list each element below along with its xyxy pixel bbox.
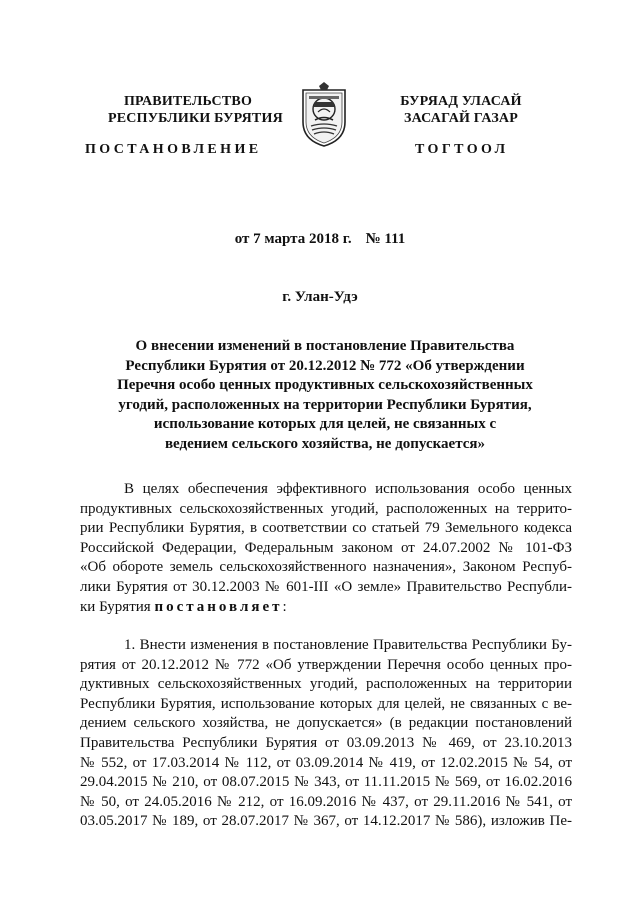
paragraph-line: «Об обороте земель сельскохозяйственного назначения», Законом Респуб- (80, 559, 572, 576)
preamble-paragraph (80, 480, 572, 617)
decree-title (80, 337, 570, 455)
republic-of-buryatia-emblem-icon (299, 82, 349, 148)
header-right-block (386, 93, 536, 127)
paragraph-line: Российской Федерации, Федеральным законом от 24.07.2002 № 101-ФЗ (80, 539, 572, 556)
decree-word: постановляет (154, 598, 283, 615)
paragraph-line: дением сельского хозяйства, не допускается» (в редакции постановлений (80, 715, 572, 732)
item-1-paragraph (80, 636, 572, 832)
title-line: О внесении изменений в постановление Правительства (135, 338, 515, 354)
paragraph-last-line (80, 598, 572, 618)
header-right-line-2: ЗАСАГАЙ ГАЗАР (403, 111, 518, 126)
city-line: г. Улан-Удэ (282, 289, 358, 305)
title-line: Республики Бурятия от 20.12.2012 № 772 «Об утверждении (125, 357, 525, 374)
header-left-line-2: РЕСПУБЛИКИ БУРЯТИЯ (108, 111, 283, 126)
header-left-block (108, 93, 283, 127)
last-line-suffix: : (282, 598, 287, 615)
title-line: Перечня особо ценных продуктивных сельскохозяйственных (117, 377, 533, 394)
paragraph-line: лики Бурятия от 30.12.2003 № 601-III «О земле» Правительство Республи- (80, 578, 572, 595)
decree-label-bua: ТОГТООЛ (415, 142, 509, 157)
paragraph-line: дуктивных сельскохозяйственных угодий, расположенных на территории (80, 676, 572, 693)
decree-date: от 7 марта 2018 г. (234, 231, 352, 247)
paragraph-line: 1. Внести изменения в постановление Правительства Республики Бу- (124, 637, 572, 653)
paragraph-line: рии Республики Бурятия, в соответствии со статьей 79 Земельного кодекса (80, 520, 572, 537)
paragraph-line: 29.04.2015 № 210, от 08.07.2015 № 343, от 11.11.2015 № 569, от 16.02.2016 (80, 774, 572, 791)
paragraph-line: 03.05.2017 № 189, от 28.07.2017 № 367, от 14.12.2017 № 586), изложив Пе- (80, 813, 572, 830)
date-number-line (0, 231, 640, 248)
header-right-line-1: БУРЯАД УЛАСАЙ (400, 94, 522, 109)
paragraph-line: продуктивных сельскохозяйственных угодий, расположенных на террито- (80, 500, 572, 517)
paragraph-line: № 552, от 17.03.2014 № 112, от 03.09.2014 № 419, от 12.02.2015 № 54, от (80, 754, 572, 771)
title-line: ведением сельского хозяйства, не допускается» (164, 435, 486, 452)
header-left-line-1: ПРАВИТЕЛЬСТВО (123, 94, 253, 109)
paragraph-line: Республики Бурятия, использование которых для целей, не связанных с ве- (80, 695, 572, 712)
decree-number: № 111 (365, 231, 406, 247)
title-line: угодий, расположенных на территории Республики Бурятия, (118, 396, 532, 413)
paragraph-line: рятия от 20.12.2012 № 772 «Об утверждении Перечня особо ценных про- (80, 656, 572, 673)
last-line-prefix: ки Бурятия (80, 598, 155, 615)
title-line: использование которых для целей, не связанных с (153, 416, 497, 433)
paragraph-line: В целях обеспечения эффективного использования особо ценных (124, 481, 572, 497)
decree-label-ru: ПОСТАНОВЛЕНИЕ (85, 142, 262, 157)
paragraph-line: Правительства Республики Бурятия от 03.09.2013 № 469, от 23.10.2013 (80, 734, 572, 751)
paragraph-line: № 50, от 24.05.2016 № 212, от 16.09.2016 № 437, от 29.11.2016 № 541, от (80, 793, 572, 810)
